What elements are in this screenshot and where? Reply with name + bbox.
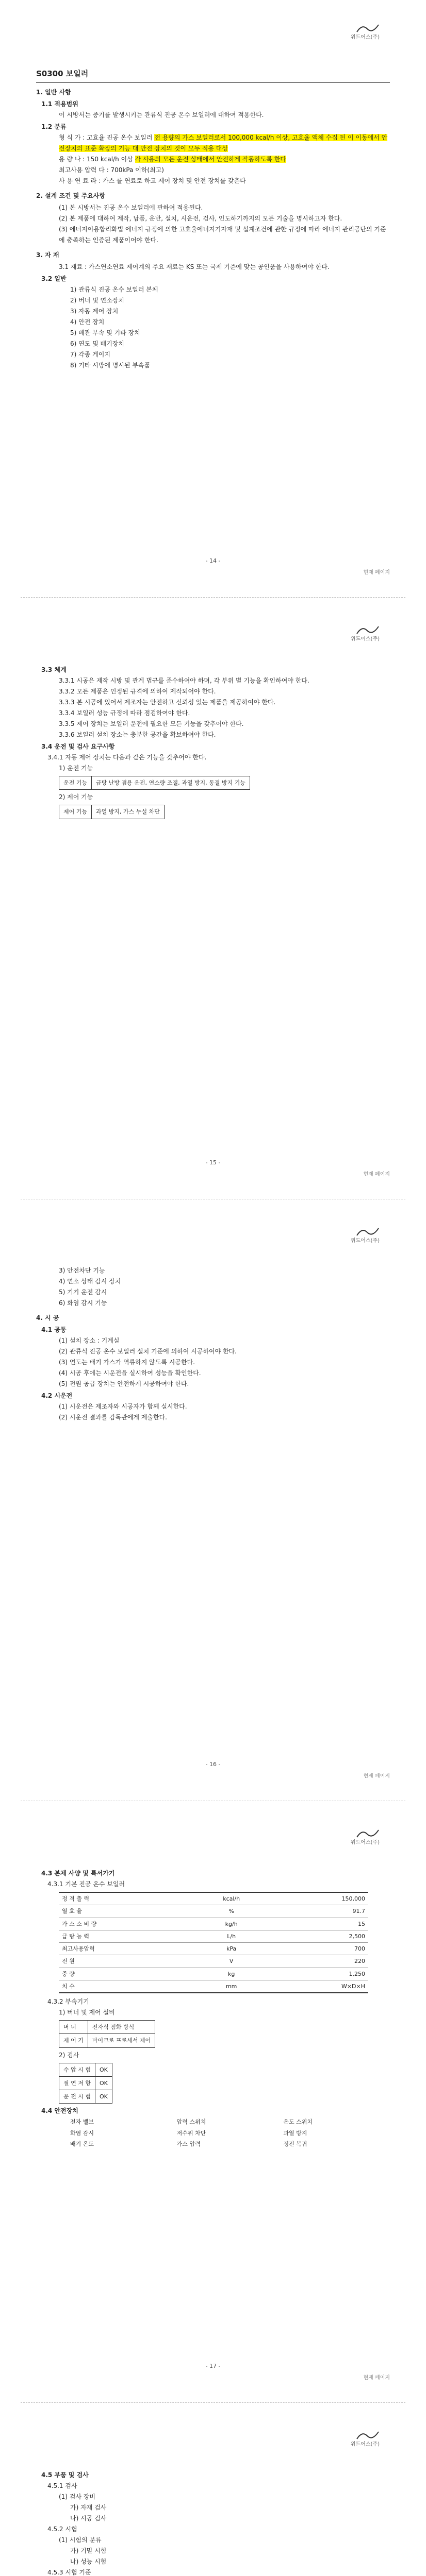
table-cell: V	[193, 1955, 270, 1968]
table-cell: kcal/h	[193, 1892, 270, 1905]
table-cell: kg/h	[193, 1918, 270, 1930]
list-item: 배기 온도	[70, 2140, 94, 2147]
section-heading: 2. 설계 조건 및 주요사항	[36, 192, 105, 200]
table-row	[59, 2090, 112, 2104]
list-item: 온도 스위치	[283, 2119, 313, 2126]
company-logo-icon	[356, 23, 380, 34]
subsection-heading: 4.3 본체 사양 및 특서가기	[41, 1870, 115, 1877]
page-source-note: 현재 페이지	[363, 1171, 390, 1177]
page-3	[0, 1204, 426, 1801]
list-item: (2) 본 제품에 대하여 제작, 납품, 운반, 설치, 시운전, 검사, 인도하기까지의 모든 기술을 명시하고자 한다.	[59, 215, 342, 223]
list-item: 2) 버너 및 연소장치	[70, 297, 124, 304]
function-table	[59, 805, 165, 819]
table-cell: 급 탕 능 력	[59, 1930, 193, 1942]
list-item: 나) 성능 시험	[70, 2558, 107, 2565]
page-content	[36, 1867, 390, 2149]
section-heading: 1. 일반 사항	[36, 89, 71, 96]
function-table	[59, 776, 250, 790]
company-logo-icon	[356, 1828, 380, 1839]
subsection-heading: 1.2 분류	[41, 123, 67, 131]
section-heading: 3. 자 재	[36, 251, 59, 259]
list-item: (4) 시공 후에는 시운전을 실시하여 성능을 확인한다.	[59, 1369, 201, 1377]
classification-row: 최고사용 압력 다 : 700kPa 이하(최고)	[59, 166, 164, 174]
list-item: 3.3.4 보일러 성능 규정에 따라 점검하여야 한다.	[59, 709, 190, 717]
company-name: 위드어스(주)	[350, 2442, 380, 2447]
company-logo-icon	[356, 1226, 380, 1238]
page-header	[351, 1828, 380, 1848]
subsection-heading: 1.1 적용범위	[41, 100, 78, 108]
page-4	[0, 1805, 426, 2403]
page-number: - 16 -	[205, 1760, 221, 1768]
table-cell: 중 량	[59, 1968, 193, 1980]
list-item: (1) 시험의 분류	[59, 2536, 102, 2544]
page-content	[36, 1265, 390, 1423]
paragraph: 3.4.1 자동 제어 장치는 다음과 같은 기능을 갖추어야 한다.	[47, 754, 207, 761]
table-row	[59, 2021, 155, 2034]
list-item: (2) 시운전 결과를 감독관에게 제출한다.	[59, 1414, 167, 1421]
list-item: 3) 안전차단 기능	[59, 1267, 105, 1274]
list-item: 나) 시공 검사	[70, 2515, 107, 2522]
page-content	[36, 62, 390, 371]
table-row	[59, 805, 165, 819]
page-number: - 14 -	[205, 557, 221, 564]
page-number: - 15 -	[205, 1159, 221, 1166]
table-cell: kg	[193, 1968, 270, 1980]
list-item: 저수위 차단	[176, 2129, 206, 2137]
table-cell: 절 연 저 항	[59, 2076, 95, 2090]
list-item: 가) 자재 검사	[70, 2504, 107, 2511]
page-2	[0, 602, 426, 1199]
list-item: 전자 밸브	[70, 2119, 94, 2126]
table-cell: %	[193, 1905, 270, 1918]
table-cell: 제어 기능	[59, 805, 92, 819]
company-name: 위드어스(주)	[350, 636, 380, 642]
page-content	[36, 2469, 390, 2576]
page-number: - 17 -	[205, 2362, 221, 2369]
box-title: 1) 운전 기능	[59, 765, 93, 772]
list-item: 3.3.1 시공은 제작 시방 및 관계 법규를 준수하여야 하며, 각 부위 별 기능을 확인하여야 한다.	[59, 677, 309, 684]
page-header	[351, 2430, 380, 2449]
table-cell: 수 압 시 험	[59, 2063, 95, 2076]
list-item: (1) 검사 장비	[59, 2493, 95, 2500]
parts-table	[59, 2020, 155, 2048]
list-item: 7) 각종 게이지	[70, 351, 110, 359]
page-content	[36, 664, 390, 821]
company-name: 위드어스(주)	[350, 1238, 380, 1244]
document-title: S0300 보일러	[36, 67, 390, 83]
table-cell: OK	[95, 2076, 112, 2090]
list-item: 6) 연도 및 배기장치	[70, 340, 124, 348]
table-cell: 버 너	[59, 2021, 88, 2034]
list-item: 화염 감시	[70, 2129, 94, 2137]
table-cell: 가 스 소 비 량	[59, 1918, 193, 1930]
list-item: 4.5.3 시험 기준	[47, 2569, 91, 2576]
spec-table	[59, 1892, 368, 1993]
company-logo-icon	[356, 2430, 380, 2441]
list-item: 4.5.1 검사	[47, 2482, 77, 2489]
page-header	[351, 624, 380, 644]
page-header	[351, 1226, 380, 1246]
box-title: 2) 제어 기능	[59, 793, 93, 801]
box-title: 2) 검사	[59, 2051, 79, 2059]
table-cell: 91.7	[270, 1905, 368, 1918]
list-item: (1) 시운전은 제조자와 시공자가 함께 실시한다.	[59, 1403, 187, 1410]
list-item: 4) 안전 장치	[70, 318, 105, 326]
table-row	[59, 1980, 368, 1993]
table-cell: 최고사용압력	[59, 1943, 193, 1955]
table-cell: 700	[270, 1943, 368, 1955]
paragraph: 4.3.2 부속기기	[47, 1998, 89, 2005]
table-cell: 마이크로 프로세서 제어	[88, 2034, 155, 2047]
table-row	[59, 2063, 112, 2076]
table-cell: 운전 기능	[59, 776, 92, 790]
table-cell: 220	[270, 1955, 368, 1968]
list-item: 8) 기타 시방에 명시된 부속품	[70, 362, 151, 369]
classification-row: 사 용 연 료 라 : 가스 를 연료로 하고 제어 장치 및 안전 장치를 갖춘다	[59, 177, 246, 185]
classification-row: 용 량 나 : 150 kcal/h 이상 각 사용의 모든 운전 상태에서 안전하게 작동하도록 한다	[59, 156, 286, 163]
table-cell: 전 원	[59, 1955, 193, 1968]
page-divider	[21, 597, 405, 598]
safety-device-grid	[70, 2116, 390, 2149]
page-1	[0, 0, 426, 598]
list-item: (5) 전원 공급 장치는 안전하게 시공하여야 한다.	[59, 1380, 189, 1387]
page-source-note: 현재 페이지	[363, 569, 390, 575]
section-heading: 4. 시 공	[36, 1314, 59, 1321]
table-cell: mm	[193, 1980, 270, 1993]
table-row	[59, 1918, 368, 1930]
page-5	[0, 2407, 426, 2576]
list-item: 1) 관류식 진공 온수 보일러 본체	[70, 286, 158, 294]
table-row	[59, 776, 250, 790]
list-item: 3) 자동 제어 장치	[70, 308, 119, 315]
list-item: (1) 설치 장소 : 기계실	[59, 1337, 120, 1344]
subsection-heading: 4.1 공통	[41, 1326, 67, 1333]
page-header	[351, 23, 380, 42]
list-item: 4.5.2 시험	[47, 2526, 77, 2533]
list-item: 3.3.2 모든 제품은 인정된 규격에 의하여 제작되어야 한다.	[59, 688, 216, 695]
list-item: 3.3.3 본 시공에 있어서 제조자는 안전하고 신뢰성 있는 제품을 제공하여야 한다.	[59, 699, 276, 706]
table-cell: 과열 방지, 가스 누설 차단	[92, 805, 165, 819]
list-item: 5) 배관 부속 및 기타 장치	[70, 329, 140, 337]
subsection-heading: 3.2 일반	[41, 275, 67, 283]
table-cell: 전자식 점화 방식	[88, 2021, 155, 2034]
table-row	[59, 1930, 368, 1942]
page-source-note: 현재 페이지	[363, 1773, 390, 1779]
table-cell: 2,500	[270, 1930, 368, 1942]
highlighted-note: 전 용량의 가스 보일러로서 100,000 kcal/h 이상, 고효율 액체 수집 된 이 이동에서 안전장치의 표준 확장의 기능 대 안전 장치의 것이 모두 적용 대상	[59, 134, 388, 152]
table-cell: W×D×H	[270, 1980, 368, 1993]
list-item: (3) 연도는 배기 가스가 역류하지 않도록 시공한다.	[59, 1359, 195, 1366]
box-title: 1) 버너 및 제어 설비	[59, 2009, 115, 2016]
subsection-heading: 3.3 체계	[41, 666, 67, 673]
paragraph: 3.1 재료 : 가스연소연료 제어계의 주요 재료는 KS 또는 국제 기준에 맞는 공인품을 사용하여야 한다.	[59, 263, 330, 271]
list-item: 3.3.5 제어 장치는 보일러 운전에 필요한 모든 기능을 갖추어야 한다.	[59, 720, 244, 727]
company-name: 위드어스(주)	[350, 35, 380, 40]
list-item: 정전 복귀	[283, 2140, 307, 2147]
table-row	[59, 2034, 155, 2047]
page-source-note: 현재 페이지	[363, 2375, 390, 2381]
table-cell: 열 효 율	[59, 1905, 193, 1918]
table-row	[59, 2076, 112, 2090]
list-item: 가) 기밀 시험	[70, 2547, 107, 2554]
list-item: 압력 스위치	[176, 2119, 206, 2126]
table-cell: L/h	[193, 1930, 270, 1942]
table-cell: kPa	[193, 1943, 270, 1955]
subsection-heading: 3.4 운전 및 검사 요구사항	[41, 743, 115, 750]
page-divider	[21, 2402, 405, 2403]
list-item: 가스 압력	[176, 2140, 201, 2147]
table-row	[59, 1968, 368, 1980]
list-item: (2) 관류식 진공 온수 보일러 설치 기준에 의하여 시공하여야 한다.	[59, 1348, 237, 1355]
inspection-table	[59, 2063, 112, 2104]
list-item: 6) 화염 감시 기능	[59, 1299, 107, 1307]
classification-row: 형 식 가 : 고효율 진공 온수 보일러 전 용량의 가스 보일러로서 100,000 kcal/h 이상, 고효율 액체 수집 된 이 이동에서 안전장치의 표준 확장의 기능 대 안전 장치의 것이 모두 적용 대상	[59, 134, 388, 152]
table-cell: OK	[95, 2090, 112, 2104]
paragraph: 4.3.1 기본 진공 온수 보일러	[47, 1880, 125, 1888]
company-logo-icon	[356, 624, 380, 636]
table-cell: OK	[95, 2063, 112, 2076]
table-cell: 운 전 시 험	[59, 2090, 95, 2104]
table-row	[59, 1905, 368, 1918]
table-cell: 치 수	[59, 1980, 193, 1993]
subsection-heading: 4.2 시운전	[41, 1392, 73, 1399]
table-row	[59, 1943, 368, 1955]
list-item: 과열 방지	[283, 2129, 307, 2137]
table-row	[59, 1892, 368, 1905]
table-cell: 150,000	[270, 1892, 368, 1905]
table-row	[59, 1955, 368, 1968]
company-name: 위드어스(주)	[350, 1840, 380, 1845]
table-cell: 급탕 난방 겸용 운전, 연소량 조절, 과열 방지, 동결 방지 기능	[92, 776, 250, 790]
highlighted-note: 각 사용의 모든 운전 상태에서 안전하게 작동하도록 한다	[135, 156, 286, 163]
paragraph: 이 시방서는 증기를 발생시키는 관류식 진공 온수 보일러에 대하여 적용한다.	[59, 111, 264, 119]
table-cell: 제 어 기	[59, 2034, 88, 2047]
table-cell: 15	[270, 1918, 368, 1930]
table-cell: 1,250	[270, 1968, 368, 1980]
list-item: 5) 기기 운전 감시	[59, 1289, 107, 1296]
list-item: (3) 에너지이용합리화법 에너지 규정에 의한 고효율에너지기자재 및 설계조건에 관한 규정에 따라 에너지 관리공단의 기준에 충족하는 인증된 제품이어야 한다.	[59, 226, 386, 244]
list-item: (1) 본 시방서는 진공 온수 보일러에 관하여 적용된다.	[59, 204, 203, 212]
subsection-heading: 4.4 안전장치	[41, 2107, 78, 2115]
list-item: 4) 연소 상태 감시 장치	[59, 1278, 121, 1285]
table-cell: 정 격 출 력	[59, 1892, 193, 1905]
subsection-heading: 4.5 부품 및 검사	[41, 2471, 89, 2479]
list-item: 3.3.6 보일러 설치 장소는 충분한 공간을 확보하여야 한다.	[59, 731, 216, 738]
